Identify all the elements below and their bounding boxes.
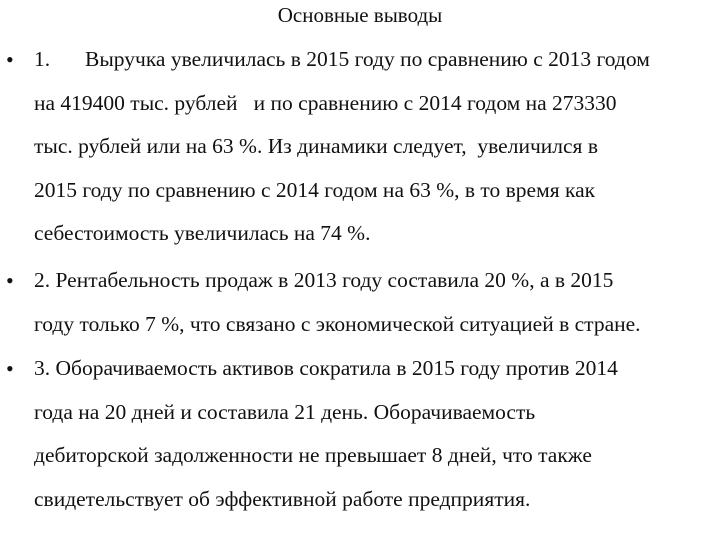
text-line: году только 7 %, что связано с экономической ситуацией в стране.	[34, 311, 641, 336]
bullet-icon: •	[6, 47, 14, 72]
text-line: 2. Рентабельность продаж в 2013 году составила 20 %, а в 2015	[34, 268, 614, 292]
text-line: тыс. рублей или на 63 %. Из динамики следует, увеличился в	[34, 134, 598, 159]
conclusion-item-2	[34, 259, 718, 346]
conclusion-item-1	[34, 38, 718, 256]
text-line: дебиторской задолженности не превышает 8 дней, что также	[34, 443, 592, 468]
slide-title: Основные выводы	[277, 3, 443, 27]
conclusion-item-3	[34, 347, 718, 521]
text-line: 2015 году по сравнению с 2014 годом на 63 %, в то время как	[34, 177, 596, 202]
text-line: свидетельствует об эффективной работе предприятия.	[34, 486, 531, 511]
text-line: на 419400 тыс. рублей и по сравнению с 2014 годом на 273330	[34, 90, 617, 115]
bullet-icon: •	[6, 356, 14, 381]
text-line: года на 20 дней и составила 21 день. Оборачиваемость	[34, 399, 536, 424]
item-number: 1.	[34, 47, 51, 71]
text-line	[34, 38, 718, 82]
text-line: себестоимость увеличилась на 74 %.	[34, 221, 371, 246]
text-line-content: Выручка увеличилась в 2015 году по сравнению с 2013 годом	[85, 47, 650, 71]
bullet-icon: •	[6, 268, 14, 293]
text-line: 3. Оборачиваемость активов сократила в 2015 году против 2014	[34, 356, 618, 380]
